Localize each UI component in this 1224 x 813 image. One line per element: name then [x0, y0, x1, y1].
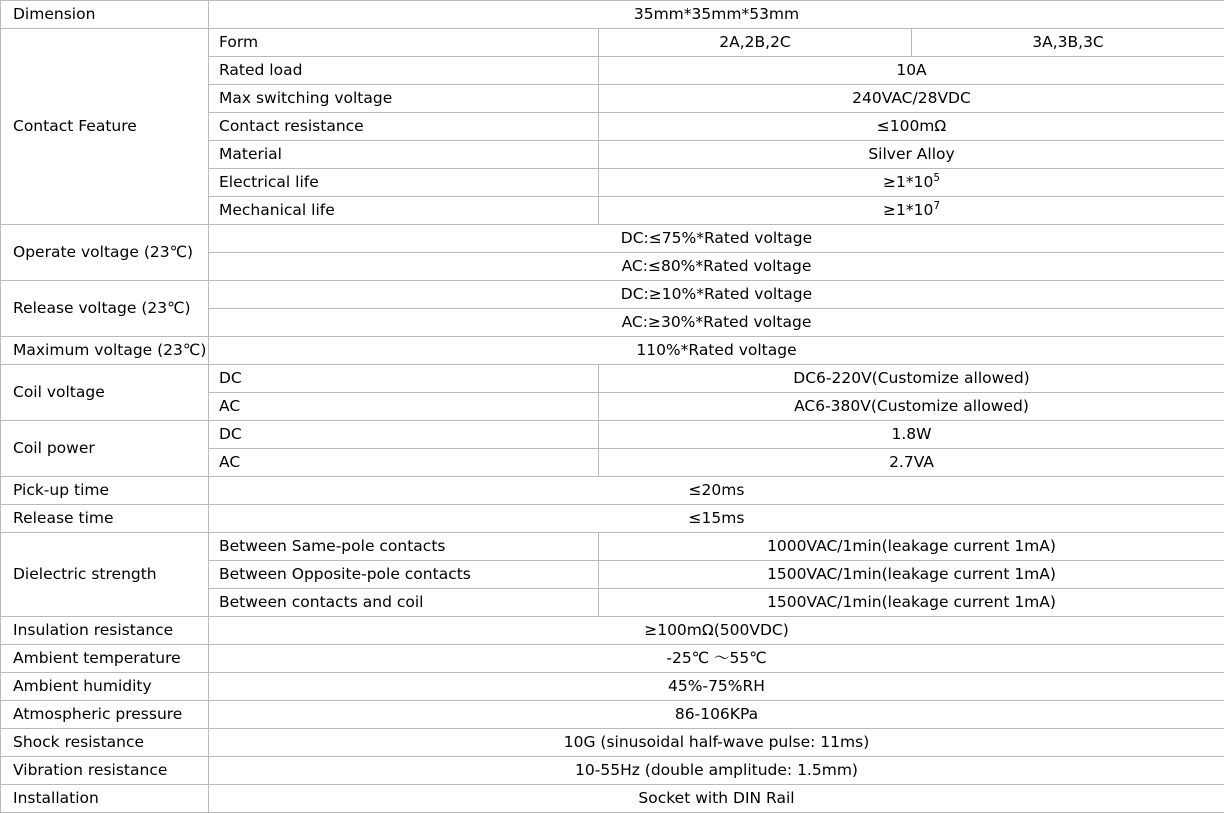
row-label-pickup-time: Pick-up time — [1, 477, 209, 505]
row-sublabel: Form — [209, 29, 599, 57]
table-row — [1, 29, 1224, 57]
row-value: DC:≥10%*Rated voltage — [209, 281, 1224, 309]
row-value: ≤15ms — [209, 505, 1224, 533]
row-label-operate-voltage: Operate voltage (23℃) — [1, 225, 209, 281]
row-label: Dimension — [1, 1, 209, 29]
row-value: 2.7VA — [599, 449, 1224, 477]
row-sublabel: DC — [209, 421, 599, 449]
value-exponent: 7 — [933, 199, 940, 211]
value-base: ≥1*10 — [883, 173, 933, 191]
table-row — [1, 617, 1224, 645]
row-label-ambient-humidity: Ambient humidity — [1, 673, 209, 701]
row-sublabel: AC — [209, 449, 599, 477]
table-row — [1, 225, 1224, 253]
row-value: 110%*Rated voltage — [209, 337, 1224, 365]
row-sublabel: Contact resistance — [209, 113, 599, 141]
table-row — [1, 533, 1224, 561]
row-value: 1000VAC/1min(leakage current 1mA) — [599, 533, 1224, 561]
row-value — [599, 197, 1224, 225]
row-value: ≤100mΩ — [599, 113, 1224, 141]
table-row — [1, 701, 1224, 729]
row-value: AC:≥30%*Rated voltage — [209, 309, 1224, 337]
row-sublabel: Mechanical life — [209, 197, 599, 225]
table-row — [1, 365, 1224, 393]
row-value: AC:≤80%*Rated voltage — [209, 253, 1224, 281]
row-sublabel: AC — [209, 393, 599, 421]
row-sublabel: Electrical life — [209, 169, 599, 197]
row-value: Silver Alloy — [599, 141, 1224, 169]
row-label-contact-feature: Contact Feature — [1, 29, 209, 225]
row-label-vibration-resistance: Vibration resistance — [1, 757, 209, 785]
row-value: AC6-380V(Customize allowed) — [599, 393, 1224, 421]
row-value: DC6-220V(Customize allowed) — [599, 365, 1224, 393]
row-sublabel: DC — [209, 365, 599, 393]
row-value: 10A — [599, 57, 1224, 85]
row-label-release-voltage: Release voltage (23℃) — [1, 281, 209, 337]
row-value: 45%-75%RH — [209, 673, 1224, 701]
table-row — [1, 1, 1224, 29]
row-sublabel: Between contacts and coil — [209, 589, 599, 617]
table-row — [1, 281, 1224, 309]
row-value: -25℃ ～55℃ — [209, 645, 1224, 673]
value-base: ≥1*10 — [883, 201, 933, 219]
row-value: ≤20ms — [209, 477, 1224, 505]
row-value: ≥100mΩ(500VDC) — [209, 617, 1224, 645]
table-row — [1, 421, 1224, 449]
row-value: 1500VAC/1min(leakage current 1mA) — [599, 561, 1224, 589]
row-value: DC:≤75%*Rated voltage — [209, 225, 1224, 253]
row-sublabel: Max switching voltage — [209, 85, 599, 113]
row-value — [599, 169, 1224, 197]
row-value: 35mm*35mm*53mm — [209, 1, 1224, 29]
table-row — [1, 477, 1224, 505]
table-row — [1, 337, 1224, 365]
row-value-right: 3A,3B,3C — [912, 29, 1224, 57]
row-value-left: 2A,2B,2C — [599, 29, 912, 57]
row-value: 1500VAC/1min(leakage current 1mA) — [599, 589, 1224, 617]
row-label-insulation-resistance: Insulation resistance — [1, 617, 209, 645]
row-label-release-time: Release time — [1, 505, 209, 533]
table-row — [1, 673, 1224, 701]
row-value: Socket with DIN Rail — [209, 785, 1224, 813]
row-label-ambient-temperature: Ambient temperature — [1, 645, 209, 673]
row-sublabel: Material — [209, 141, 599, 169]
row-value: 240VAC/28VDC — [599, 85, 1224, 113]
row-value: 10G (sinusoidal half-wave pulse: 11ms) — [209, 729, 1224, 757]
table-row — [1, 645, 1224, 673]
row-value: 86-106KPa — [209, 701, 1224, 729]
row-label-maximum-voltage: Maximum voltage (23℃) — [1, 337, 209, 365]
row-value: 1.8W — [599, 421, 1224, 449]
row-value: 10-55Hz (double amplitude: 1.5mm) — [209, 757, 1224, 785]
row-label-shock-resistance: Shock resistance — [1, 729, 209, 757]
table-row — [1, 757, 1224, 785]
value-exponent: 5 — [933, 171, 940, 183]
row-label-coil-power: Coil power — [1, 421, 209, 477]
table-row — [1, 505, 1224, 533]
row-sublabel: Between Same-pole contacts — [209, 533, 599, 561]
row-label-dielectric-strength: Dielectric strength — [1, 533, 209, 617]
row-label-coil-voltage: Coil voltage — [1, 365, 209, 421]
table-row — [1, 785, 1224, 813]
table-row — [1, 729, 1224, 757]
row-label-atmospheric-pressure: Atmospheric pressure — [1, 701, 209, 729]
row-label-installation: Installation — [1, 785, 209, 813]
row-sublabel: Between Opposite-pole contacts — [209, 561, 599, 589]
row-sublabel: Rated load — [209, 57, 599, 85]
